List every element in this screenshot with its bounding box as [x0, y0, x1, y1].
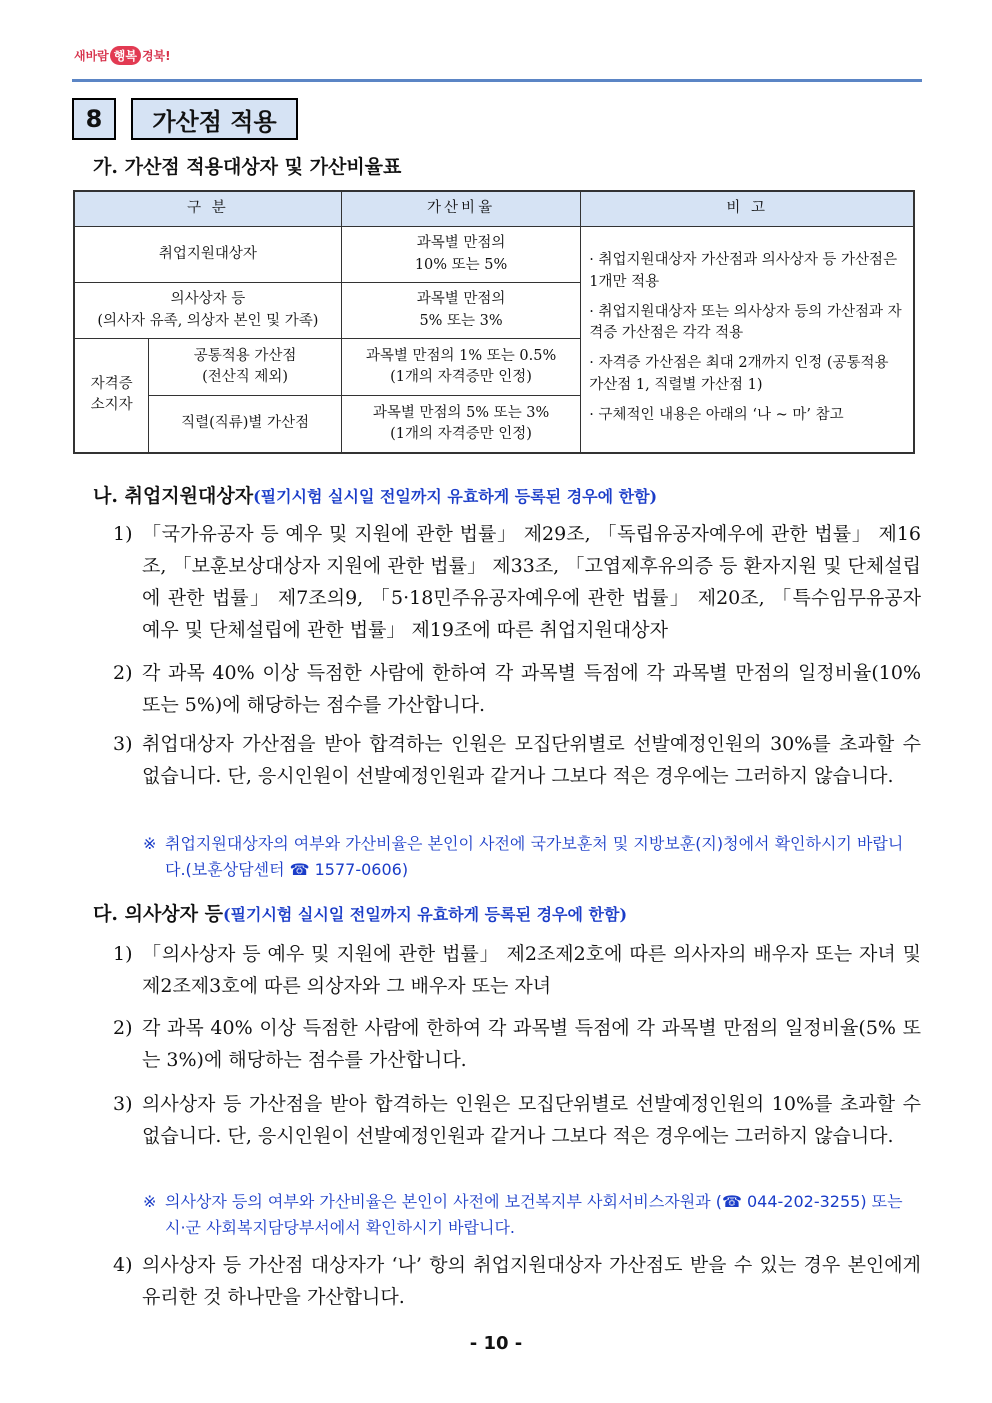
label-line: 의사상자 등	[170, 291, 246, 308]
row-employment-rate	[341, 227, 580, 283]
row-job-label: 직렬(직류)별 가산점	[149, 396, 342, 453]
row-employment-label: 취업지원대상자	[74, 227, 341, 283]
rate-line: 과목별 만점의	[416, 291, 506, 308]
row-common-label	[149, 339, 342, 396]
subsection-a-title: 가. 가산점 적용대상자 및 가산비율표	[93, 156, 402, 178]
item-number: 1)	[113, 943, 133, 965]
section-number: 8	[72, 98, 116, 140]
table-row	[74, 227, 914, 283]
logo-left-text: 새바람	[74, 49, 109, 63]
item-text: 취업대상자 가산점을 받아 합격하는 인원은 모집단위별로 선발예정인원의 30%를 초과할 수 없습니다. 단, 응시인원이 선발예정인원과 같거나 그보다 적은 경우에는 그러하지 않습니다.	[142, 733, 921, 787]
row-job-rate	[341, 396, 580, 453]
label-line: 자격증	[90, 376, 133, 393]
list-item	[113, 728, 921, 792]
label-line: (전산직 제외)	[202, 369, 289, 385]
list-item	[113, 938, 921, 1002]
header-divider	[72, 79, 922, 82]
item-text: 의사상자 등 가산점 대상자가 ‘나’ 항의 취업지원대상자 가산점도 받을 수 있는 경우 본인에게 유리한 것 하나만을 가산합니다.	[142, 1254, 921, 1308]
item-number: 2)	[113, 1017, 133, 1039]
rate-line: 과목별 만점의 5% 또는 3%	[372, 404, 550, 421]
note-item: · 구체적인 내용은 아래의 ‘나 ~ 마’ 참고	[589, 406, 844, 423]
notice-text: 취업지원대상자의 여부와 가산비율은 본인이 사전에 국가보훈처 및 지방보훈(지)청에서 확인하시기 바랍니다.(보훈상담센터 ☎ 1577-0606)	[165, 834, 904, 879]
subsection-c-heading	[93, 899, 627, 926]
page-number: - 10 -	[469, 1333, 523, 1354]
item-text: 각 과목 40% 이상 득점한 사람에 한하여 각 과목별 득점에 각 과목별 만점의 일정비율(10% 또는 5%)에 해당하는 점수를 가산합니다.	[142, 662, 921, 716]
header-note: 비 고	[581, 191, 914, 227]
item-text: 「의사상자 등 예우 및 지원에 관한 법률」 제2조제2호에 따른 의사자의 배우자 또는 자녀 및 제2조제3호에 따른 의상자와 그 배우자 또는 자녀	[142, 943, 921, 997]
notice-text: 의사상자 등의 여부와 가산비율은 본인이 사전에 보건복지부 사회서비스자원과 (☎ 044-202-3255) 또는 시·군 사회복지담당부서에서 확인하시기 바랍니다.	[165, 1192, 903, 1237]
table-header-row	[74, 191, 914, 227]
list-item	[113, 1088, 921, 1152]
bonus-rate-table	[73, 190, 915, 454]
rate-line: 10% 또는 5%	[414, 256, 508, 273]
subsection-b-qualifier: (필기시험 실시일 전일까지 유효하게 등록된 경우에 한함)	[253, 487, 658, 506]
rate-line: (1개의 자격증만 인정)	[390, 369, 532, 385]
subsection-b-heading	[93, 481, 657, 508]
item-number: 3)	[113, 733, 133, 755]
notice-employment	[143, 831, 923, 883]
list-item	[113, 1249, 921, 1313]
notice-righteous	[143, 1189, 923, 1241]
item-text: 각 과목 40% 이상 득점한 사람에 한하여 각 과목별 득점에 각 과목별 만점의 일정비율(5% 또는 3%)에 해당하는 점수를 가산합니다.	[142, 1017, 921, 1071]
label-line: 소지자	[90, 397, 133, 414]
rate-line: 과목별 만점의	[416, 235, 506, 252]
subsection-b-title: 나. 취업지원대상자	[93, 485, 254, 507]
header-category: 구 분	[74, 191, 341, 227]
subsection-c-title: 다. 의사상자 등	[93, 903, 223, 925]
list-item	[113, 657, 921, 721]
logo	[74, 46, 171, 65]
reference-mark-icon: ※	[143, 834, 157, 853]
label-line: 공통적용 가산점	[193, 347, 297, 364]
item-text: 의사상자 등 가산점을 받아 합격하는 인원은 모집단위별로 선발예정인원의 10%를 초과할 수 없습니다. 단, 응시인원이 선발예정인원과 같거나 그보다 적은 경우에는 그러하지 않습니다.	[142, 1093, 921, 1147]
logo-right-text: 경북!	[141, 49, 171, 63]
row-common-rate	[341, 339, 580, 396]
list-item	[113, 1012, 921, 1076]
note-item: · 취업지원대상자 가산점과 의사상자 등 가산점은 1개만 적용	[589, 252, 898, 290]
row-righteous-rate	[341, 283, 580, 339]
item-number: 3)	[113, 1093, 133, 1115]
note-item: · 취업지원대상자 또는 의사상자 등의 가산점과 자격증 가산점은 각각 적용	[589, 303, 902, 342]
note-item: · 자격증 가산점은 최대 2개까지 인정 (공통적용 가산점 1, 직렬별 가산점 1)	[589, 355, 889, 393]
item-text: 「국가유공자 등 예우 및 지원에 관한 법률」 제29조, 「독립유공자예우에 관한 법률」 제16조, 「보훈보상대상자 지원에 관한 법률」 제33조, 「고엽제후유의증 등 환자지원 및 단체설립에 관한 법률」 제7조의9, 「5·18민주유공자예우에 관한 법률」 제20조, 「특수임무유공자 예우 및 단체설립에 관한 법률」 제19조에 따른 취업지원대상자	[142, 523, 921, 641]
subsection-c-qualifier: (필기시험 실시일 전일까지 유효하게 등록된 경우에 한함)	[222, 905, 628, 924]
rate-line: (1개의 자격증만 인정)	[390, 425, 532, 442]
item-number: 1)	[113, 523, 133, 545]
label-line: (의사자 유족, 의상자 본인 및 가족)	[97, 312, 319, 329]
section-title: 가산점 적용	[131, 98, 298, 140]
item-number: 2)	[113, 662, 133, 684]
rate-line: 과목별 만점의 1% 또는 0.5%	[365, 347, 557, 364]
heart-icon: 행복	[110, 46, 141, 65]
list-item	[113, 518, 921, 646]
header-rate: 가산비율	[341, 191, 580, 227]
row-righteous-label	[74, 283, 341, 339]
reference-mark-icon: ※	[143, 1192, 157, 1211]
rate-line: 5% 또는 3%	[419, 312, 503, 329]
table-notes	[581, 227, 914, 453]
item-number: 4)	[113, 1254, 133, 1276]
row-cert-group-label	[74, 339, 149, 453]
